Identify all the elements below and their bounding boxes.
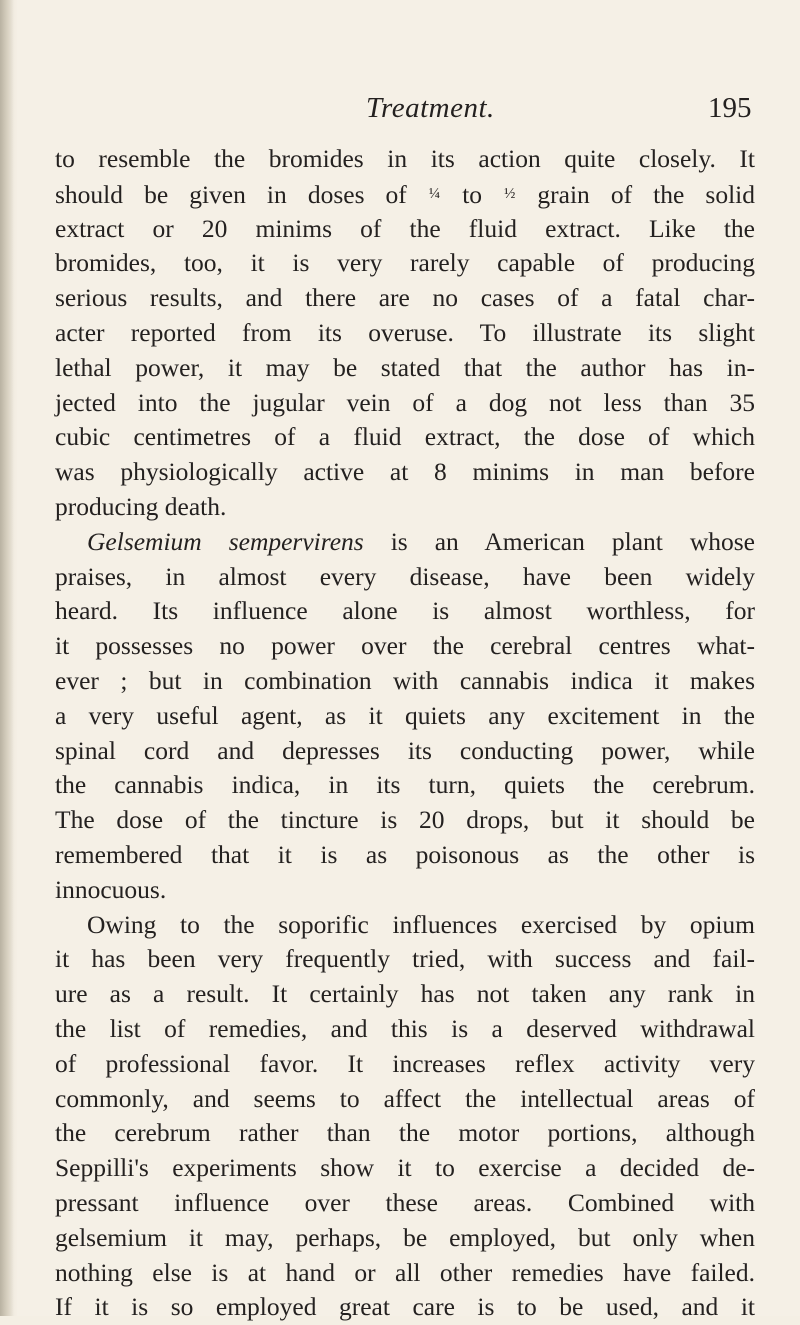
- text-line: [55, 908, 755, 943]
- text-line: [55, 142, 755, 177]
- text-segment: it possesses no power over the cerebral centres what-: [55, 631, 755, 661]
- text-line: [55, 1221, 755, 1256]
- text-line: [55, 386, 755, 421]
- text-line: [55, 699, 755, 734]
- text-segment: the list of remedies, and this is a deserved withdrawal: [55, 1013, 755, 1043]
- italic-term: Gelsemium sempervirens: [87, 526, 364, 556]
- body-text: [55, 142, 755, 1325]
- text-line: [55, 734, 755, 769]
- text-segment: pressant influence over these areas. Combined with: [55, 1187, 755, 1217]
- page-number: 195: [708, 92, 752, 124]
- text-segment: spinal cord and depresses its conducting power, while: [55, 735, 755, 765]
- text-line: [55, 1012, 755, 1047]
- text-line: [55, 768, 755, 803]
- text-segment: If it is so employed great care is to be used, and it: [55, 1292, 755, 1322]
- text-segment: acter reported from its overuse. To illustrate its slight: [55, 317, 755, 347]
- text-segment: nothing else is at hand or all other remedies have failed.: [55, 1257, 755, 1287]
- text-segment: to resemble the bromides in its action quite closely. It: [55, 144, 755, 173]
- text-line: [55, 281, 755, 316]
- text-segment: remembered that it is as poisonous as the other is: [55, 839, 755, 869]
- text-line: [55, 1047, 755, 1082]
- text-line: [55, 977, 755, 1012]
- text-segment: a very useful agent, as it quiets any excitement in the: [55, 700, 755, 730]
- text-line: [55, 212, 755, 247]
- text-line: [55, 316, 755, 351]
- running-head: [0, 92, 800, 132]
- text-line: [55, 560, 755, 595]
- text-segment: commonly, and seems to affect the intellectual areas of: [55, 1083, 755, 1113]
- text-segment: was physiologically active at 8 minims in man before: [55, 457, 755, 487]
- text-line: [55, 351, 755, 386]
- running-title: Treatment.: [366, 92, 495, 124]
- fraction: ½: [504, 185, 516, 202]
- text-segment: it has been very frequently tried, with success and fail-: [55, 944, 755, 974]
- text-segment: producing death.: [55, 491, 227, 521]
- text-line: [55, 1151, 755, 1186]
- text-segment: is an American plant whose: [363, 526, 755, 556]
- text-segment: should be given in doses of: [55, 179, 428, 209]
- fraction: ¼: [428, 185, 441, 202]
- text-segment: praises, in almost every disease, have been widely: [55, 561, 755, 591]
- text-line: [55, 838, 755, 873]
- text-line: [55, 629, 755, 664]
- text-segment: grain of the solid: [516, 179, 755, 209]
- text-segment: cubic centimetres of a fluid extract, the dose of which: [55, 422, 755, 452]
- text-line: [55, 420, 755, 455]
- text-segment: The dose of the tincture is 20 drops, but it should be: [55, 805, 755, 835]
- text-segment: to: [441, 179, 504, 209]
- text-line: [55, 594, 755, 629]
- text-segment: serious results, and there are no cases of a fatal char-: [55, 283, 755, 313]
- text-segment: heard. Its influence alone is almost worthless, for: [55, 596, 755, 626]
- text-line: [55, 803, 755, 838]
- page-gutter-shadow: [0, 0, 14, 1316]
- text-segment: jected into the jugular vein of a dog not less than 35: [55, 387, 755, 417]
- text-line: [55, 1186, 755, 1221]
- text-segment: extract or 20 minims of the fluid extract. Like the: [55, 213, 755, 243]
- text-line: [55, 490, 755, 525]
- text-segment: ure as a result. It certainly has not taken any rank in: [55, 979, 755, 1009]
- text-line: [55, 455, 755, 490]
- text-segment: Seppilli's experiments show it to exercise a decided de-: [55, 1153, 755, 1183]
- text-line: [55, 525, 755, 560]
- text-line: [55, 942, 755, 977]
- text-line: [55, 1116, 755, 1151]
- text-segment: Owing to the soporific influences exercised by opium: [87, 909, 755, 939]
- text-segment: lethal power, it may be stated that the author has in-: [55, 352, 755, 382]
- text-segment: the cerebrum rather than the motor portions, although: [55, 1118, 755, 1148]
- text-line: [55, 873, 755, 908]
- text-segment: of professional favor. It increases reflex activity very: [55, 1048, 755, 1078]
- text-segment: bromides, too, it is very rarely capable of producing: [55, 248, 755, 278]
- text-segment: innocuous.: [55, 874, 167, 904]
- text-line: [55, 1256, 755, 1291]
- text-line: [55, 177, 755, 212]
- text-line: [55, 1082, 755, 1117]
- text-line: [55, 1290, 755, 1325]
- text-line: [55, 664, 755, 699]
- text-segment: gelsemium it may, perhaps, be employed, but only when: [55, 1222, 755, 1252]
- text-segment: the cannabis indica, in its turn, quiets the cerebrum.: [55, 770, 755, 800]
- text-segment: ever ; but in combination with cannabis indica it makes: [55, 665, 755, 695]
- text-line: [55, 246, 755, 281]
